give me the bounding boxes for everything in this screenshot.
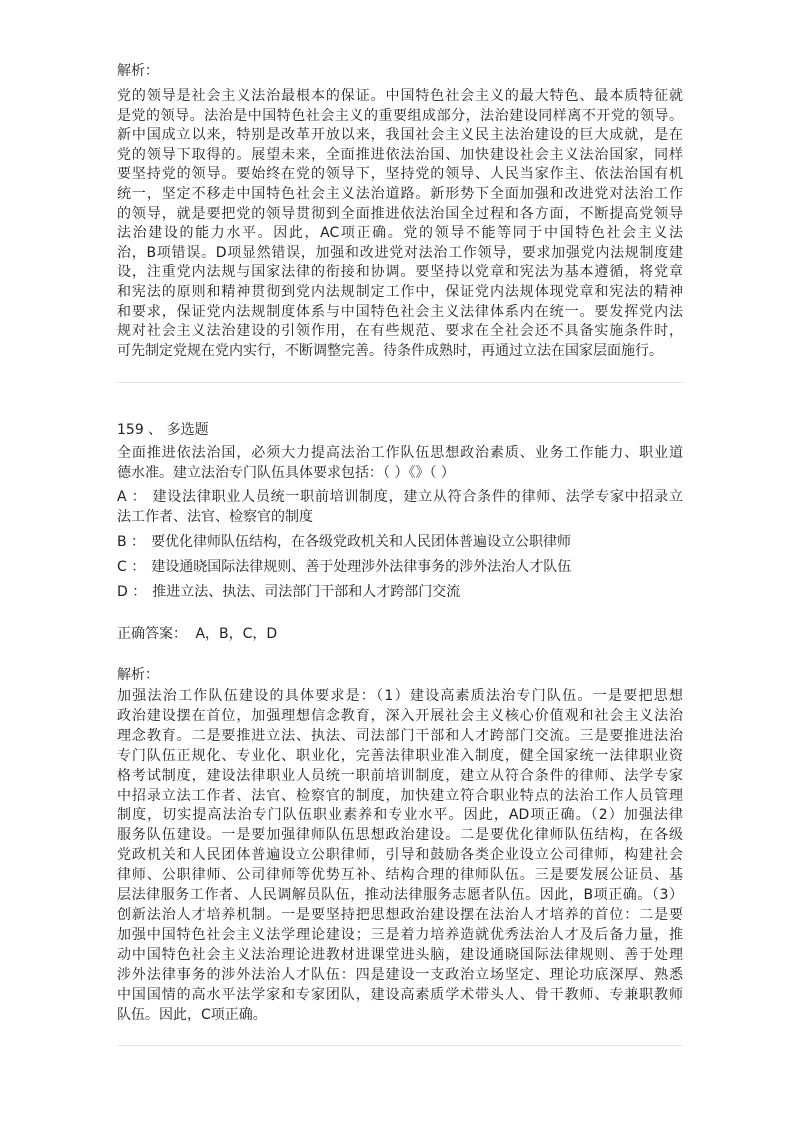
- option-label: D ：: [117, 584, 147, 600]
- text-line: 涉外法律事务的涉外法治人才队伍：四是建设一支政治立场坚定、理论功底深厚、熟悉: [117, 966, 683, 983]
- text-line: 政治建设摆在首位，加强理想信念教育，深入开展社会主义核心价值观和社会主义法治: [117, 707, 683, 724]
- text-line: 是党的领导。法治是中国特色社会主义的重要组成部分，法治建设同样离不开党的领导。: [117, 107, 683, 124]
- option-line: [117, 582, 683, 602]
- option-label: C ：: [117, 559, 146, 575]
- text-line: 专门队伍正规化、专业化、职业化，完善法律职业准入制度，健全国家统一法律职业资: [117, 747, 683, 764]
- text-line: 法治建设的能力水平。因此，AC项正确。党的领导不能等同于中国特色社会主义法: [117, 225, 683, 242]
- text-line: 的领导，就是要把党的领导贯彻到全面推进依法治国全过程和各方面，不断提高党领导: [117, 205, 683, 222]
- question-title: 159 、 多选题: [117, 422, 209, 438]
- text-line: 全面推进依法治国，必须大力提高法治工作队伍思想政治素质、业务工作能力、职业道: [117, 445, 683, 461]
- text-line: 要坚持党的领导。要始终在党的领导下，坚持党的领导、人民当家作主、依法治国有机: [117, 166, 683, 183]
- text-line: 中国国情的高水平法学家和专家团队，建设高素质学术带头人、骨干教师、专兼职教师: [117, 986, 683, 1003]
- text-line: 队伍。因此，C项正确。: [117, 1006, 267, 1023]
- correct-answer-label: 正确答案：: [117, 626, 187, 642]
- option-text: 建设法律职业人员统一职前培训制度，建立从符合条件的律师、法学专家中招录立: [152, 489, 684, 505]
- text-line: 中招录立法工作者、法官、检察官的制度，加快建立符合职业特点的法治工作人员管理: [117, 787, 683, 804]
- text-line: 创新法治人才培养机制。一是要坚持把思想政治建设摆在法治人才培养的首位：二是要: [117, 906, 683, 923]
- section-divider-bottom: [117, 1045, 683, 1046]
- option-line: [117, 507, 683, 527]
- options-list: [117, 487, 683, 607]
- text-line: 加强法治工作队伍建设的具体要求是：（1）建设高素质法治专门队伍。一是要把思想: [117, 688, 683, 704]
- text-line: 党的领导下取得的。展望未来，全面推进依法治国、加快建设社会主义法治国家，同样: [117, 146, 683, 163]
- text-line: 新中国成立以来，特别是改革开放以来，我国社会主义民主法治建设的巨大成就，是在: [117, 127, 683, 144]
- text-line: 党的领导是社会主义法治最根本的保证。中国特色社会主义的最大特色、最本质特征就: [117, 88, 683, 104]
- correct-answer: [117, 624, 683, 644]
- option-label: A ：: [117, 489, 147, 505]
- text-line: 服务队伍建设。一是要加强律师队伍思想政治建设。二是要优化律师队伍结构，在各级: [117, 827, 683, 844]
- analysis-text: [117, 687, 683, 1025]
- text-line: 格考试制度，建设法律职业人员统一职前培训制度，建立从符合条件的律师、法学专家: [117, 767, 683, 784]
- option-text: 推进立法、执法、司法部门干部和人才跨部门交流: [152, 584, 461, 600]
- text-line: 设，注重党内法规与国家法律的衔接和协调。要坚持以党章和宪法为基本遵循，将党章: [117, 264, 683, 281]
- text-line: 理念教育。二是要推进立法、执法、司法部门干部和人才跨部门交流。三是要推进法治: [117, 727, 683, 744]
- text-line: 加强中国特色社会主义法学理论建设；三是着力培养造就优秀法治人才及后备力量，推: [117, 926, 683, 943]
- prev-analysis-label: 解析：: [117, 63, 159, 79]
- option-a: [117, 487, 683, 527]
- correct-answer-value: A，B，C，D: [195, 626, 278, 642]
- option-line: [117, 557, 683, 577]
- text-line: 动中国特色社会主义法治理论进教材进课堂进头脑，建设通晓国际法律规则、善于处理: [117, 946, 683, 963]
- text-line: 和宪法的原则和精神贯彻到党内法规制定工作中，保证党内法规体现党章和宪法的精神: [117, 283, 683, 300]
- option-text: 法工作者、法官、检察官的制度: [117, 509, 313, 525]
- prev-analysis-text: [117, 87, 683, 361]
- analysis-label: 解析：: [117, 667, 159, 683]
- option-b: [117, 532, 683, 552]
- text-line: 德水准。建立法治专门队伍具体要求包括：（ ）《》（ ）: [117, 465, 455, 481]
- option-label: B ：: [117, 534, 146, 550]
- question-stem: [117, 443, 683, 483]
- section-divider: [117, 382, 683, 383]
- option-line: [117, 487, 683, 507]
- option-text: 要优化律师队伍结构，在各级党政机关和人民团体普遍设立公职律师: [151, 534, 572, 550]
- text-line: 和要求，保证党内法规制度体系与中国特色社会主义法律体系内在统一。要发挥党内法: [117, 303, 683, 320]
- option-c: [117, 557, 683, 577]
- text-line: 党政机关和人民团体普遍设立公职律师，引导和鼓励各类企业设立公司律师，构建社会: [117, 847, 683, 864]
- text-line: 规对社会主义法治建设的引领作用，在有些规范、要求在全社会还不具备实施条件时，: [117, 323, 683, 340]
- text-line: 治，B项错误。D项显然错误，加强和改进党对法治工作领导，要求加强党内法规制度建: [117, 244, 683, 261]
- text-line: 可先制定党规在党内实行，不断调整完善。待条件成熟时，再通过立法在国家层面施行。: [117, 342, 663, 359]
- text-line: 层法律服务工作者、人民调解员队伍，推动法律服务志愿者队伍。因此，B项正确。（3）: [117, 887, 683, 904]
- option-d: [117, 582, 683, 602]
- option-line: [117, 532, 683, 552]
- text-line: 制度，切实提高法治专门队伍职业素养和专业水平。因此，AD项正确。（2）加强法律: [117, 807, 683, 824]
- text-line: 律师、公职律师、公司律师等优势互补、结构合理的律师队伍。三是要发展公证员、基: [117, 867, 683, 884]
- text-line: 统一，坚定不移走中国特色社会主义法治道路。新形势下全面加强和改进党对法治工作: [117, 185, 683, 202]
- option-text: 建设通晓国际法律规则、善于处理涉外法律事务的涉外法治人才队伍: [151, 559, 572, 575]
